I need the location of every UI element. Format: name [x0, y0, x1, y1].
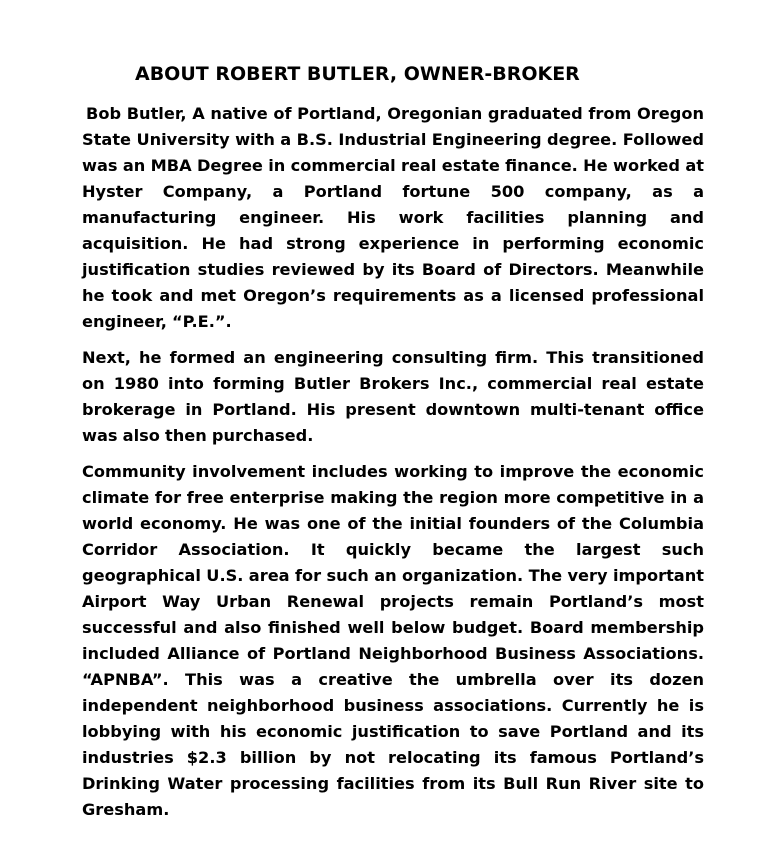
document-page	[82, 62, 704, 833]
paragraph-background: Bob Butler, A native of Portland, Oregonian graduated from Oregon State University with a B.S. Industrial Engineering degree. Followed was an MBA Degree in commercial real estate finance. He worked at Hyster Company, a Portland fortune 500 company, as a manufacturing engineer. His work facilities planning and acquisition. He had strong experience in performing economic justification studies reviewed by its Board of Directors. Meanwhile he took and met Oregon’s requirements as a licensed professional engineer, “P.E.”.	[82, 104, 704, 331]
page-title: ABOUT ROBERT BUTLER, OWNER-BROKER	[135, 63, 580, 85]
paragraph-community: Community involvement includes working to improve the economic climate for free enterprise making the region more competitive in a world economy. He was one of the initial founders of the Columbia Corridor Association. It quickly became the largest such geographical U.S. area for such an organization. The very important Airport Way Urban Renewal projects remain Portland’s most successful and also finished well below budget. Board membership included Alliance of Portland Neighborhood Business Associations. “APNBA”. This was a creative the umbrella over its dozen independent neighborhood business associations. Currently he is lobbying with his economic justification to save Portland and its industries $2.3 billion by not relocating its famous Portland’s Drinking Water processing facilities from its Bull Run River site to Gresham.	[82, 462, 704, 819]
paragraph-brokerage: Next, he formed an engineering consulting firm. This transitioned on 1980 into forming Butler Brokers Inc., commercial real estate brokerage in Portland. His present downtown multi-tenant office was also then purchased.	[82, 348, 704, 445]
